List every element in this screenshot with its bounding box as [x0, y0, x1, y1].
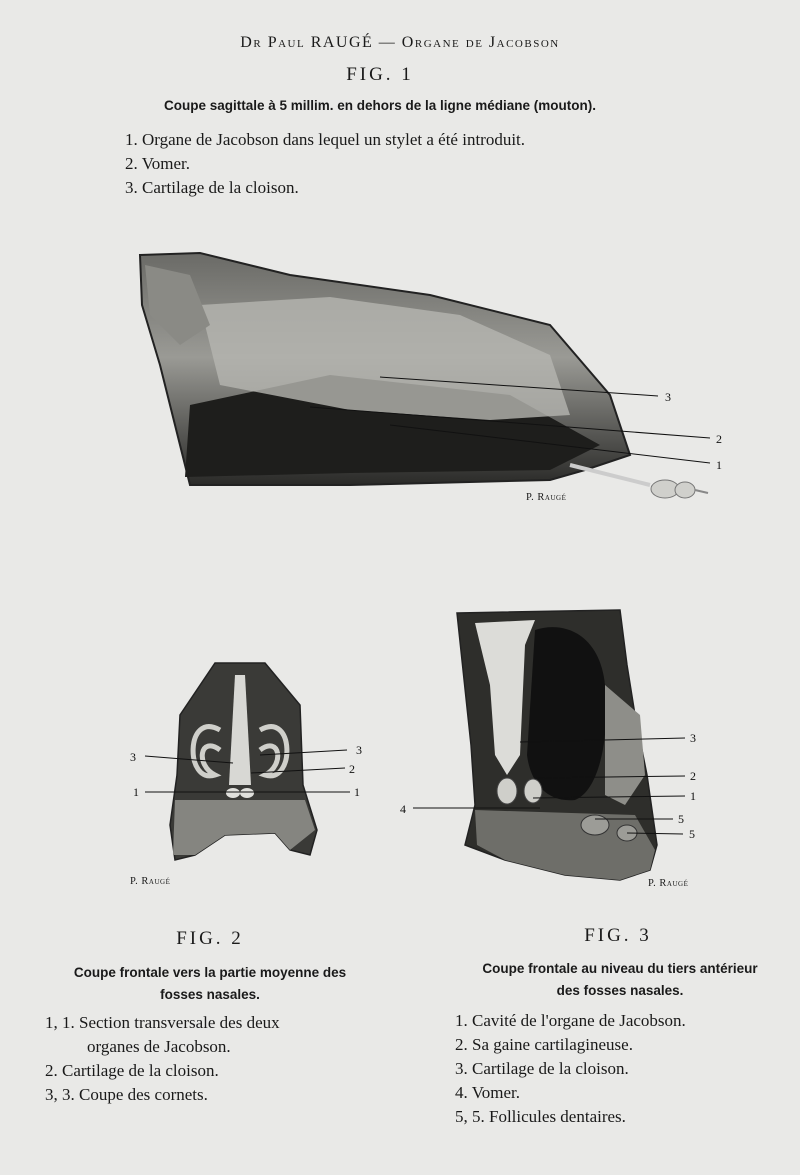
fig3-credit: P. Raugé [648, 878, 689, 889]
fig2-callout-1-right: 1 [354, 785, 360, 799]
fig1-credit: P. Raugé [526, 492, 567, 503]
fig3-legend-item-3: 3. Cartilage de la cloison. [455, 1059, 629, 1078]
fig3-callout-5a: 5 [678, 812, 684, 826]
fig2-frontal-section-plate [125, 655, 375, 875]
fig2-legend-item-1: 1, 1. Section transversale des deux [45, 1013, 280, 1032]
fig2-callout-3-left: 3 [130, 750, 136, 764]
fig2-callout-2: 2 [349, 762, 355, 776]
fig3-caption-line-1: Coupe frontale au niveau du tiers antérieur [482, 961, 758, 976]
fig3-follicle-1 [581, 815, 609, 835]
fig3-organ-cavity-right [524, 779, 542, 803]
fig2-legend [45, 1011, 280, 1107]
fig3-callout-4: 4 [400, 802, 406, 816]
fig3-caption [440, 958, 800, 1002]
fig3-legend-item-2: 2. Sa gaine cartilagineuse. [455, 1035, 633, 1054]
fig2-caption [30, 962, 390, 1006]
fig1-legend-item-3: 3. Cartilage de la cloison. [125, 178, 299, 197]
fig2-legend-item-1-cont: organes de Jacobson. [87, 1037, 231, 1056]
fig3-organ-cavity [497, 778, 517, 804]
fig3-callout-2: 2 [690, 769, 696, 783]
fig2-caption-line-2: fosses nasales. [160, 987, 260, 1002]
fig2-callout-1-left: 1 [133, 785, 139, 799]
fig3-label: FIG. 3 [584, 925, 652, 946]
fig1-callout-3: 3 [665, 390, 671, 404]
fig3-legend-item-4: 4. Vomer. [455, 1083, 521, 1102]
fig3-legend-item-5: 5, 5. Follicules dentaires. [455, 1107, 626, 1126]
fig3-callout-1: 1 [690, 789, 696, 803]
fig1-sagittal-section-plate [130, 245, 730, 515]
fig2-callout-3-right: 3 [356, 743, 362, 757]
fig3-callout-5b: 5 [689, 827, 695, 841]
fig2-organ-right [240, 788, 254, 798]
fig1-legend-item-2: 2. Vomer. [125, 154, 191, 173]
fig2-caption-line-1: Coupe frontale vers la partie moyenne des [73, 965, 347, 980]
fig3-frontal-section-plate [395, 605, 705, 885]
fig3-base [475, 810, 655, 880]
fig1-label: FIG. 1 [346, 64, 414, 85]
fig3-caption-line-2: des fosses nasales. [556, 983, 684, 998]
fig3-right-cavity [527, 627, 606, 800]
fig2-credit: P. Raugé [130, 876, 171, 887]
fig3-callout-3: 3 [690, 731, 696, 745]
fig2-base [173, 800, 315, 855]
fig3-legend [455, 1009, 686, 1129]
fig2-label: FIG. 2 [176, 928, 244, 949]
fig1-callout-1: 1 [716, 458, 722, 472]
fig1-legend-item-1: 1. Organe de Jacobson dans lequel un stylet a été introduit. [125, 130, 526, 149]
fig1-caption: Coupe sagittale à 5 millim. en dehors de la ligne médiane (mouton). [163, 98, 597, 113]
fig2-legend-item-2: 2. Cartilage de la cloison. [45, 1061, 219, 1080]
fig1-callout-2: 2 [716, 432, 722, 446]
fig1-legend [125, 128, 525, 200]
page-header: Dr Paul RAUGÉ — Organe de Jacobson [240, 34, 560, 51]
fig2-organ-left [226, 788, 240, 798]
fig2-legend-item-3: 3, 3. Coupe des cornets. [45, 1085, 208, 1104]
fig3-legend-item-1: 1. Cavité de l'organe de Jacobson. [455, 1011, 686, 1030]
fig1-stylet [570, 465, 650, 485]
